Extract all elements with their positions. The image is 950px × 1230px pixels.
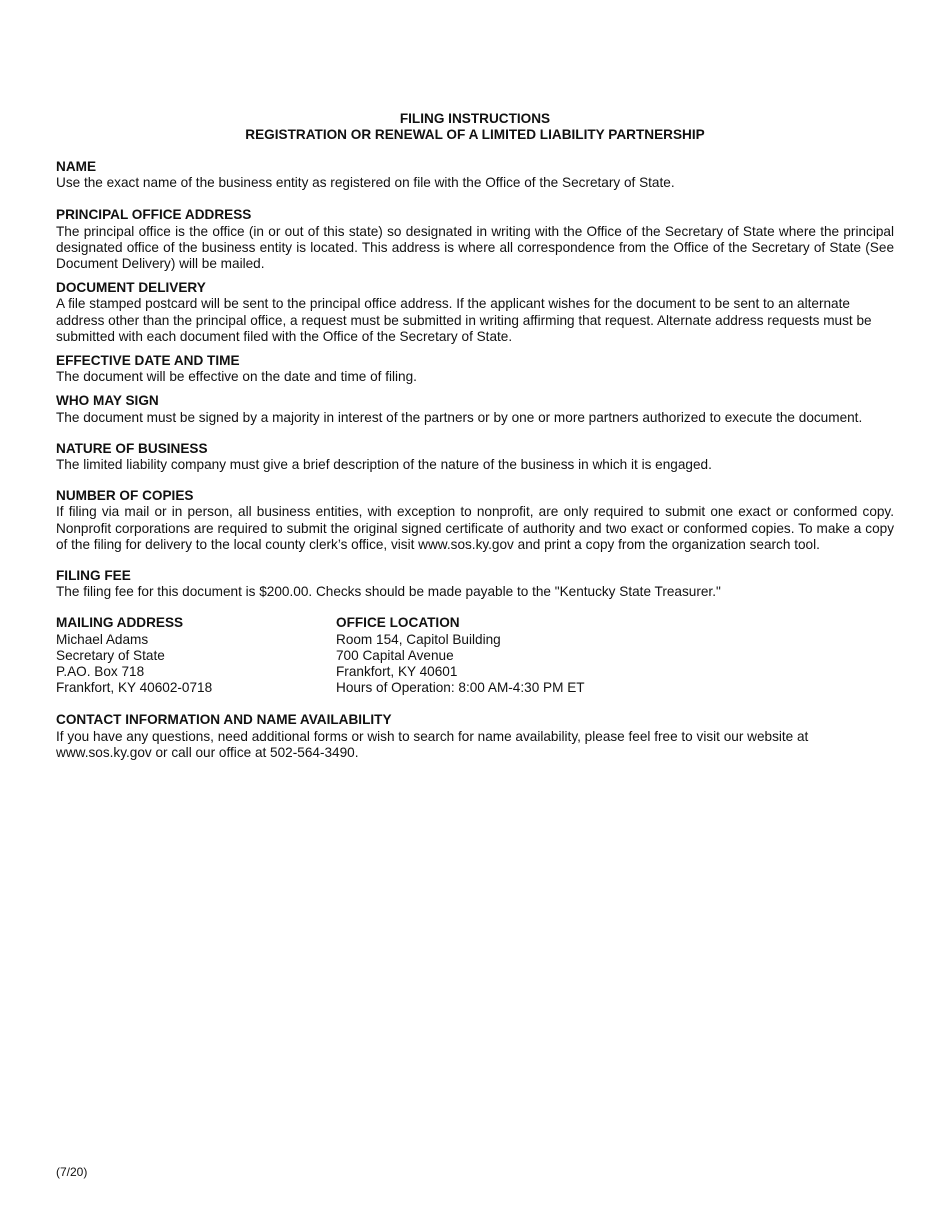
office-hours-line: Hours of Operation: 8:00 AM-4:30 PM ET bbox=[336, 680, 585, 696]
section-text: A file stamped postcard will be sent to the principal office address. If the applicant wishes for the document to be sent to an alternate address other than the principal office, a request must be submitted in writing affirming that request. Alternate address requests must be submitted with each document filed with the Office of the Secretary of State. bbox=[56, 296, 872, 344]
section-filing-fee bbox=[56, 568, 894, 600]
office-location-heading: OFFICE LOCATION bbox=[336, 615, 460, 631]
section-nature-of-business bbox=[56, 441, 894, 473]
section-document-delivery bbox=[56, 280, 894, 345]
mailing-address-line: P.AO. Box 718 bbox=[56, 664, 145, 680]
section-addresses bbox=[56, 615, 894, 696]
section-heading: PRINCIPAL OFFICE ADDRESS bbox=[56, 207, 252, 223]
mailing-address-line: Frankfort, KY 40602-0718 bbox=[56, 680, 213, 696]
section-number-of-copies bbox=[56, 488, 894, 553]
page-title-line-1: FILING INSTRUCTIONS bbox=[399, 111, 551, 126]
instructions-page bbox=[56, 111, 894, 761]
section-name bbox=[56, 159, 894, 191]
section-text: Use the exact name of the business entity as registered on file with the Office of the Secretary of State. bbox=[56, 175, 675, 191]
section-heading: CONTACT INFORMATION AND NAME AVAILABILITY bbox=[56, 712, 392, 728]
section-heading: WHO MAY SIGN bbox=[56, 393, 159, 409]
section-text: The document will be effective on the date and time of filing. bbox=[56, 369, 417, 385]
section-text-line-2: www.sos.ky.gov or call our office at 502-564-3490. bbox=[56, 744, 359, 760]
section-contact-information bbox=[56, 712, 894, 761]
revision-date: (7/20) bbox=[56, 1165, 88, 1179]
mailing-address-line: Secretary of State bbox=[56, 647, 165, 663]
section-text: If filing via mail or in person, all business entities, with exception to nonprofit, are only required to submit one exact or conformed copy. Nonprofit corporations are required to submit the original signed certificate of authority and two exact or conformed copies. To make a copy of the filing for delivery to the local county clerk’s office, visit www.sos.ky.gov and print a copy from the organization search tool. bbox=[56, 504, 894, 552]
section-who-may-sign bbox=[56, 393, 894, 425]
mailing-address-heading: MAILING ADDRESS bbox=[56, 615, 184, 631]
section-heading: DOCUMENT DELIVERY bbox=[56, 280, 206, 296]
section-heading: FILING FEE bbox=[56, 568, 131, 584]
section-heading: NAME bbox=[56, 159, 97, 174]
mailing-address-line: Michael Adams bbox=[56, 631, 149, 647]
section-text: The document must be signed by a majority in interest of the partners or by one or more partners authorized to execute the document. bbox=[56, 409, 863, 425]
section-text: The filing fee for this document is $200.00. Checks should be made payable to the "Kentucky State Treasurer." bbox=[56, 584, 721, 600]
section-text: The limited liability company must give a brief description of the nature of the business in which it is engaged. bbox=[56, 457, 712, 473]
section-principal-office-address bbox=[56, 207, 894, 272]
section-text: The principal office is the office (in or out of this state) so designated in writing with the Office of the Secretary of State where the principal designated office of the business entity is located. This address is where all correspondence from the Office of the Secretary of State (See Document Delivery) will be mailed. bbox=[56, 223, 894, 272]
office-location-line: Frankfort, KY 40601 bbox=[336, 664, 458, 680]
section-effective-date bbox=[56, 353, 894, 385]
section-text-line-1: If you have any questions, need additional forms or wish to search for name availability, please feel free to visit our website at bbox=[56, 728, 809, 744]
mailing-address-block bbox=[56, 615, 336, 696]
section-heading: NATURE OF BUSINESS bbox=[56, 440, 208, 456]
section-heading: NUMBER OF COPIES bbox=[56, 488, 194, 504]
office-location-line: 700 Capital Avenue bbox=[336, 647, 454, 663]
office-location-line: Room 154, Capitol Building bbox=[336, 631, 501, 647]
office-location-block bbox=[336, 615, 894, 696]
page-title-line-2: REGISTRATION OR RENEWAL OF A LIMITED LIABILITY PARTNERSHIP bbox=[245, 127, 705, 142]
section-heading: EFFECTIVE DATE AND TIME bbox=[56, 353, 240, 369]
